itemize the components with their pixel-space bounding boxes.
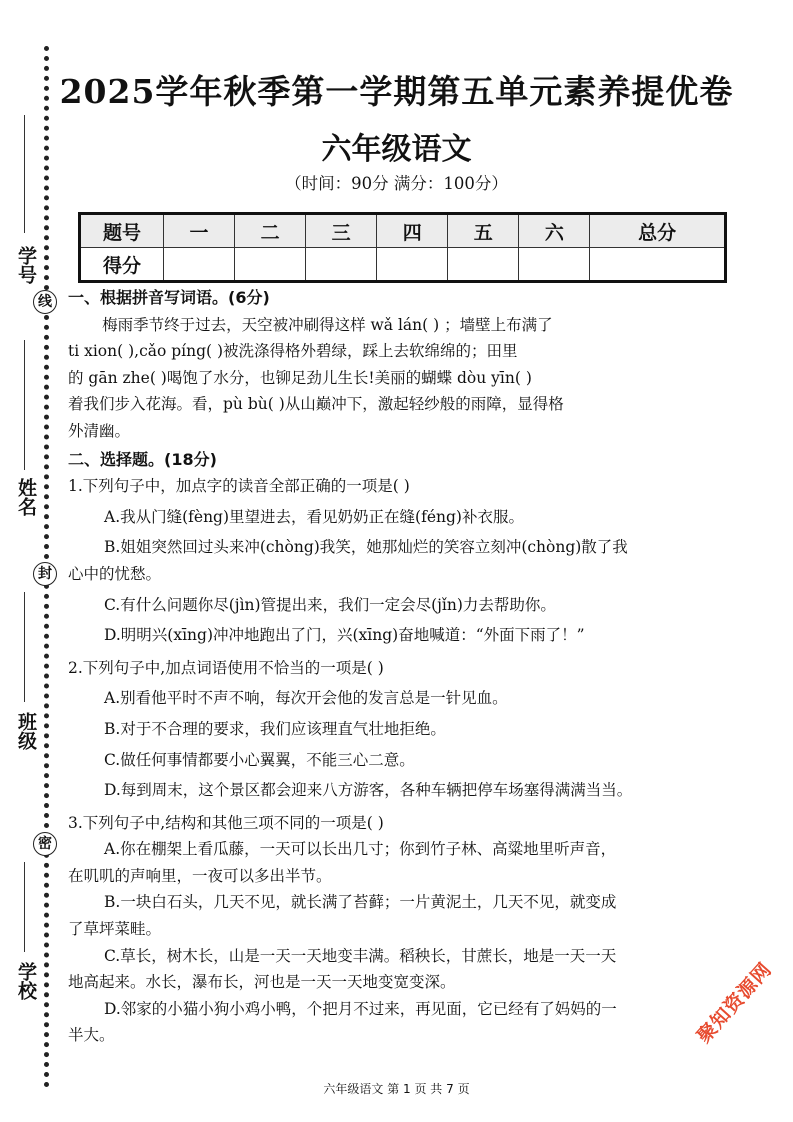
school-line	[24, 862, 25, 952]
score-input-q5[interactable]	[448, 248, 519, 282]
exam-content	[68, 283, 728, 1049]
score-input-q1[interactable]	[164, 248, 235, 282]
school-label: 学校	[15, 962, 37, 1000]
q3-option-d[interactable]: D.邻家的小猫小狗小鸡小鸭，个把月不过来，再见面，它已经有了妈妈的一	[104, 999, 617, 1018]
q1-option-d[interactable]: D.明明兴(xīng)冲冲地跑出了门，兴(xīng)奋地喊道：“外面下雨了！”	[104, 626, 585, 645]
score-cell-label: 题号	[80, 214, 164, 248]
score-table-score-row	[80, 248, 726, 282]
section2-heading: 二、选择题。(18分)	[68, 449, 217, 469]
name-line	[24, 340, 25, 470]
q3-option-d-cont: 半大。	[68, 1026, 115, 1045]
score-table-header-row	[80, 214, 726, 248]
q3-option-b[interactable]: B.一块白石头，几天不见，就长满了苔藓；一片黄泥土，几天不见，就变成	[104, 893, 617, 912]
q2-option-d[interactable]: D.每到周末，这个景区都会迎来八方游客，各种车辆把停车场塞得满满当当。	[104, 781, 633, 800]
q2-option-c[interactable]: C.做任何事情都要小心翼翼，不能三心二意。	[104, 750, 415, 769]
score-cell-q3: 三	[306, 214, 377, 248]
score-cell-q2: 二	[235, 214, 306, 248]
score-input-total[interactable]	[590, 248, 726, 282]
score-row-label: 得分	[80, 248, 164, 282]
q2-option-b[interactable]: B.对于不合理的要求，我们应该理直气壮地拒绝。	[104, 719, 446, 738]
q1-option-b-cont: 心中的忧愁。	[68, 564, 162, 583]
section1-line: 着我们步入花海。看，pù bù( )从山巅冲下，激起轻纱般的雨障，显得格	[68, 395, 564, 414]
score-input-q4[interactable]	[377, 248, 448, 282]
q3-option-c[interactable]: C.草长，树木长，山是一天一天地变丰满。稻秧长，甘蔗长，地是一天一天	[104, 946, 617, 965]
student-id-label: 学号	[15, 246, 37, 284]
section1-line: 梅雨季节终于过去，天空被冲刷得这样 wǎ lán( ) ；墙壁上布满了	[102, 315, 553, 334]
score-table	[78, 212, 727, 283]
exam-subtitle: 六年级语文	[321, 132, 472, 167]
class-label: 班级	[15, 712, 37, 750]
q3-option-a-cont: 在叽叽的声响里，一夜可以多出半节。	[68, 866, 332, 885]
q1-option-a[interactable]: A.我从门缝(fèng)里望进去，看见奶奶正在缝(féng)补衣服。	[104, 507, 524, 526]
q3-option-a[interactable]: A.你在棚架上看瓜藤，一天可以长出几寸；你到竹子林、高粱地里听声音，	[104, 840, 617, 859]
section1-line: ti xion( ),cǎo píng( )被洗涤得格外碧绿，踩上去软绵绵的；田里	[68, 342, 518, 361]
q1-option-b[interactable]: B.姐姐突然回过头来冲(chòng)我笑，她那灿烂的笑容立刻冲(chòng)散了我	[104, 538, 628, 557]
watermark-logo: 聚知资源网	[692, 958, 777, 1048]
section1-line: 的 gān zhe( )喝饱了水分，也铆足劲儿生长!美丽的蝴蝶 dòu yīn( )	[68, 368, 532, 387]
seal-secret: 密	[33, 832, 57, 856]
score-input-q2[interactable]	[235, 248, 306, 282]
class-line	[24, 592, 25, 702]
score-input-q3[interactable]	[306, 248, 377, 282]
q1-option-c[interactable]: C.有什么问题你尽(jìn)管提出来，我们一定会尽(jǐn)力去帮助你。	[104, 595, 556, 614]
score-cell-q5: 五	[448, 214, 519, 248]
page-footer: 六年级语文 第 1 页 共 7 页	[323, 1082, 470, 1096]
seal-seal: 封	[33, 562, 57, 586]
section1-line: 外清幽。	[68, 421, 131, 440]
q3-stem: 3.下列句子中,结构和其他三项不同的一项是( )	[68, 813, 384, 832]
q3-option-b-cont: 了草坪菜畦。	[68, 920, 162, 939]
name-label: 姓名	[15, 478, 37, 516]
score-input-q6[interactable]	[519, 248, 590, 282]
q3-option-c-cont: 地高起来。水长，瀑布长，河也是一天一天地变宽变深。	[68, 973, 456, 992]
time-info: （时间：90分 满分：100分）	[285, 174, 508, 193]
section1-heading: 一、根据拼音写词语。(6分)	[68, 288, 270, 307]
score-cell-q1: 一	[164, 214, 235, 248]
q2-option-a[interactable]: A.别看他平时不声不响，每次开会他的发言总是一针见血。	[104, 689, 508, 708]
exam-title: 2025学年秋季第一学期第五单元素养提优卷	[59, 72, 734, 111]
q2-stem: 2.下列句子中,加点词语使用不恰当的一项是( )	[68, 658, 384, 677]
score-cell-q4: 四	[377, 214, 448, 248]
seal-line: 线	[33, 290, 57, 314]
score-cell-total: 总分	[590, 214, 726, 248]
score-cell-q6: 六	[519, 214, 590, 248]
q1-stem: 1.下列句子中，加点字的读音全部正确的一项是( )	[68, 477, 410, 496]
